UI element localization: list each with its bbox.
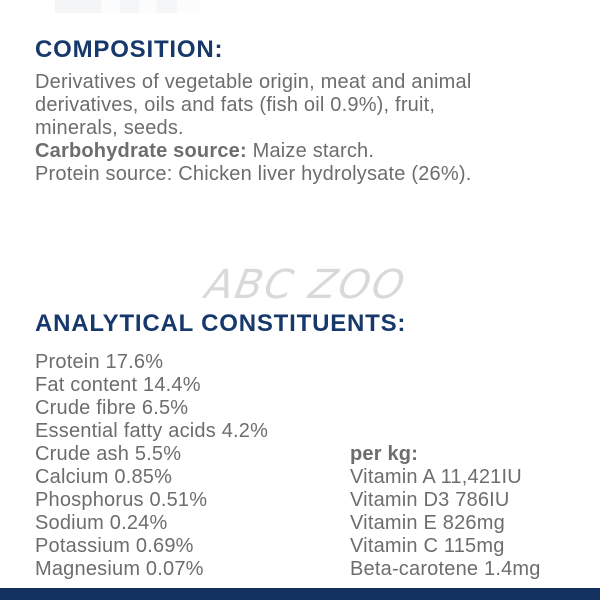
analytical-item: Magnesium 0.07% bbox=[35, 558, 204, 580]
analytical-item: Sodium 0.24% bbox=[35, 512, 168, 534]
vitamin-item: Vitamin D3 786IU bbox=[350, 489, 510, 511]
analytical-item: Fat content 14.4% bbox=[35, 374, 201, 396]
analytical-constituents-heading: ANALYTICAL CONSTITUENTS: bbox=[35, 310, 407, 337]
cropped-text-artifact bbox=[55, 0, 200, 13]
vitamin-item: Beta-carotene 1.4mg bbox=[350, 558, 541, 580]
analytical-item: Crude fibre 6.5% bbox=[35, 397, 189, 419]
vitamin-item: Vitamin A 11,421IU bbox=[350, 466, 522, 488]
composition-heading: COMPOSITION: bbox=[35, 36, 224, 63]
protein-source-line: Protein source: Chicken liver hydrolysate (26%). bbox=[35, 163, 472, 185]
composition-body bbox=[35, 71, 472, 186]
analytical-item: Calcium 0.85% bbox=[35, 466, 173, 488]
per-kg-label: per kg: bbox=[350, 443, 419, 465]
analytical-item: Crude ash 5.5% bbox=[35, 443, 182, 465]
footer-bar bbox=[0, 588, 600, 600]
analytical-right-column bbox=[350, 443, 541, 581]
composition-line: derivatives, oils and fats (fish oil 0.9%), fruit, bbox=[35, 94, 436, 116]
vitamin-list bbox=[350, 466, 541, 581]
analytical-item: Protein 17.6% bbox=[35, 351, 164, 373]
analytical-left-column bbox=[35, 351, 268, 581]
abc-zoo-watermark: ABC ZOO bbox=[201, 262, 410, 308]
analytical-item: Potassium 0.69% bbox=[35, 535, 194, 557]
carbohydrate-source-line bbox=[35, 140, 472, 163]
composition-line: Derivatives of vegetable origin, meat and animal bbox=[35, 71, 472, 93]
analytical-item: Phosphorus 0.51% bbox=[35, 489, 208, 511]
composition-derivatives-lines bbox=[35, 71, 472, 140]
composition-line: minerals, seeds. bbox=[35, 117, 184, 139]
carbohydrate-source-label: Carbohydrate source: bbox=[35, 140, 247, 162]
analytical-item: Essential fatty acids 4.2% bbox=[35, 420, 269, 442]
vitamin-item: Vitamin E 826mg bbox=[350, 512, 505, 534]
carbohydrate-source-value: Maize starch. bbox=[246, 140, 375, 162]
vitamin-item: Vitamin C 115mg bbox=[350, 535, 505, 557]
